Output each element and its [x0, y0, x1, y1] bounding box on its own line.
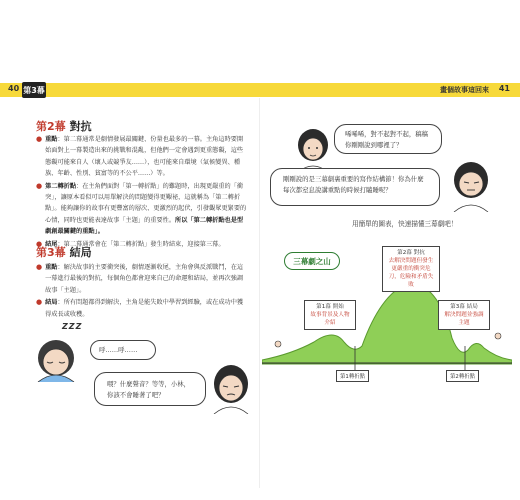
turning-point-1: 第1轉折點 [336, 370, 369, 382]
bullet-dot-icon: ● [36, 181, 43, 190]
bullet-label: 重點 [45, 264, 58, 271]
bullet-label: 第二轉折點 [45, 182, 77, 190]
list-item [36, 262, 248, 296]
list-item [36, 297, 248, 320]
act1-box [304, 300, 356, 330]
act2-heading [36, 118, 92, 134]
left-page-number: 40 [8, 84, 20, 93]
act2-desc: 去解決問題但發生更嚴重的衝突危刀，危險和矛盾失敗 [388, 258, 434, 288]
act3-title: 結局 [69, 246, 92, 259]
apologizing-girl-illustration [294, 128, 332, 172]
bullet-text: ：在主角們面對「第一轉折點」的難題時，出現更嚴重的「衝突」，讓原本看似可以用單解決的問題變得更艱祕，這就稱為「第二轉折點」。能夠讓你的故事有更豐富的層次、更激烈的起伏，引發觀眾更緊要的心情，同時也更能表達故事「主題」的重要性。 [45, 182, 247, 224]
list-item [36, 181, 248, 238]
bullet-label: 重點 [45, 136, 58, 143]
act3-label: 第3幕 [36, 246, 66, 259]
list-item [36, 134, 248, 180]
bullet-dot-icon: ● [36, 263, 43, 271]
bullet-dot-icon: ● [36, 135, 43, 143]
turning-point-2: 第2轉折點 [446, 370, 479, 382]
act2-title: 對抗 [69, 120, 92, 133]
three-act-mountain-diagram [262, 242, 512, 392]
bullet-dot-icon: ● [36, 298, 43, 307]
apology-bubble: 唏唏唏，對不起對不起，稿稿你剛剛說到哪裡了？ [334, 124, 442, 154]
diagram-title: 三幕劇之山 [284, 252, 340, 270]
act2-label: 第2幕 [36, 120, 66, 133]
explanation-bubble: 剛剛說的是三幕劇裏重要的寫作結構節！你為什麼每次都窒息說講重點的時候打瞌睡呢？ [270, 168, 440, 206]
bullet-label: 結尾 [45, 240, 58, 248]
act2-box [382, 246, 440, 292]
bullet-text: ：解決故事的主要衝突後，劇情逐漸收尾，主角會與反派戰鬥，在這一幕進行最後的對抗，每個角色都會迎來自己的命運和結局，並再次強調故事「主題」。 [45, 264, 244, 294]
chapter-tag: 第3幕 [22, 82, 46, 98]
annoyed-girl-illustration [208, 362, 254, 414]
act3-desc: 解決問題並強調主題 [444, 312, 484, 326]
bullet-text: ：第二幕通常是劇情發展最關鍵、份量也最多的一幕。主角這時要開始面對上一幕製造出來的挑戰和混亂，但他們一定會遇到更重態礙，這些態礙可能來自人（壞人或競爭友……），也可能來自環境（氣候變異、種族、年齡、性別、貧富等的不公平……）等。 [45, 136, 244, 178]
act2-bullet-list [36, 134, 248, 251]
snore-bubble: 呼……呼…… [90, 340, 156, 360]
act3-bullet-list [36, 262, 248, 321]
bullet-label: 結局 [45, 299, 58, 307]
act3-box [438, 300, 490, 330]
bullet-dot-icon: ● [36, 239, 43, 248]
act3-heading [36, 244, 92, 260]
act2-heading: 第2幕 對抗 [397, 250, 425, 256]
bullet-text: ：所有問題都得到解決，主角是能失敗中學習到經驗，或在成功中獲得成長或收穫。 [45, 299, 244, 318]
bullet-text: ：第二幕通常會在「第二轉折點」發生時結束，迎接第三幕。 [57, 240, 225, 248]
right-page-title: 畫個故事這回來 [440, 86, 489, 94]
act1-heading: 第1幕 開始 [316, 304, 344, 310]
act1-desc: 故事背景及人物介紹 [310, 312, 350, 326]
zzz-text: ZZZ [62, 322, 83, 331]
right-page-number: 41 [498, 84, 510, 93]
act3-heading: 第3幕 結局 [450, 304, 478, 310]
emphasis-text: 所以「第二轉折點也是型劇創最關鍵的重點」。 [45, 216, 244, 236]
sleeping-girl-illustration [30, 332, 80, 382]
diagram-caption: 用簡單的圖表，快速描懂三幕劇吧！ [352, 220, 458, 228]
teacher-girl-illustration [448, 160, 494, 212]
page-gutter [259, 98, 260, 488]
wake-up-bubble: 喂？什麼聲音？等等，小林，你該不會睡著了吧？ [94, 372, 206, 406]
